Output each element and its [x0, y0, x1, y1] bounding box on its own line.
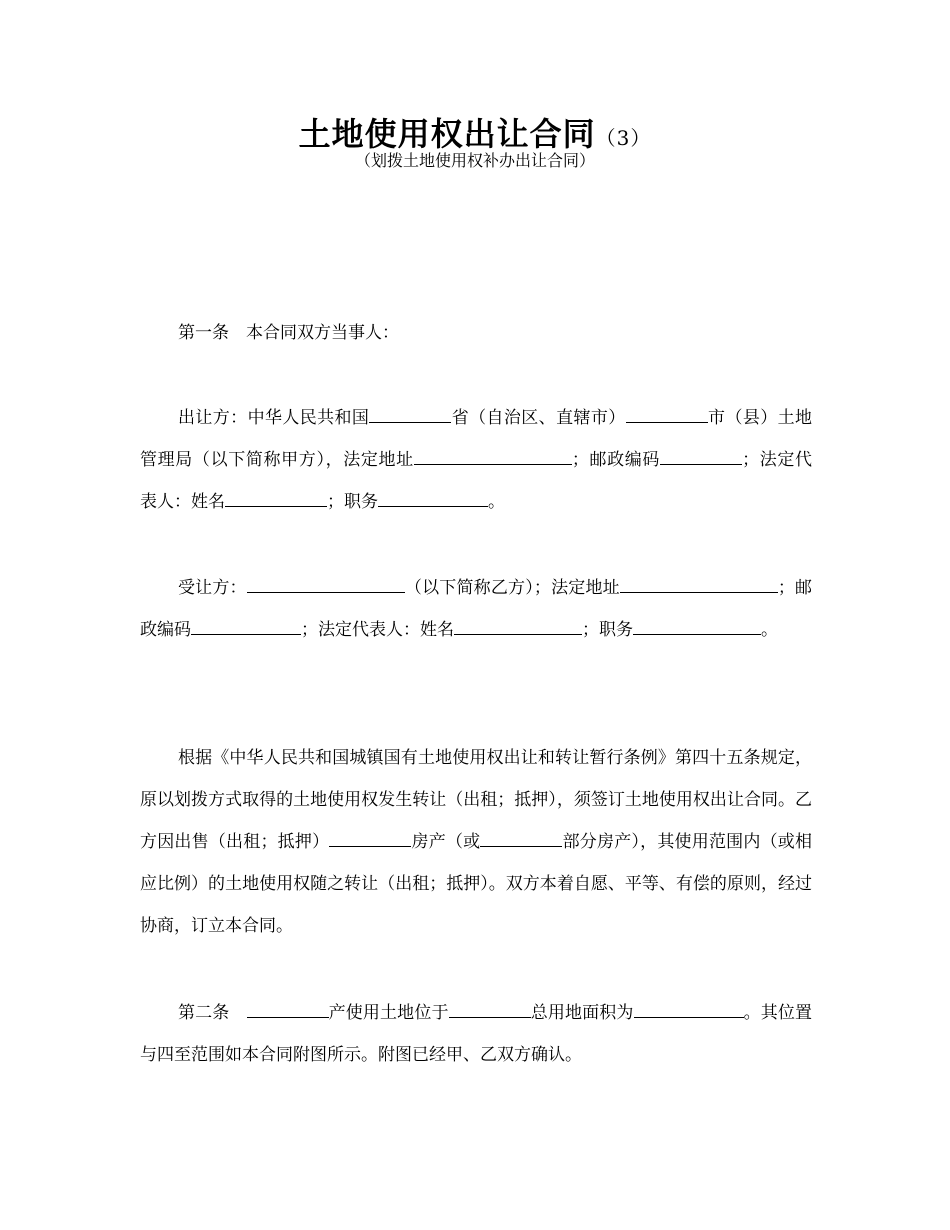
article-2-paragraph — [140, 992, 812, 1076]
grantor-text-7: 。 — [488, 492, 505, 512]
grantor-text-1: 出让方：中华人民共和国 — [178, 408, 370, 428]
article-2-text-3: 总用地面积为 — [530, 1003, 634, 1023]
grantor-text-6: ；职务 — [327, 492, 378, 512]
partial-property-blank — [480, 829, 562, 847]
grantor-text-2: 省（自治区、直辖市） — [451, 408, 626, 428]
grantee-rep-title-blank — [633, 617, 761, 635]
land-area-blank — [634, 1000, 744, 1018]
land-location-blank — [449, 1000, 531, 1018]
title-text: 土地使用权出让合同 — [298, 115, 596, 153]
article-1-heading-block — [140, 312, 812, 354]
grantor-text-4: ；邮政编码 — [571, 450, 661, 470]
grantor-paragraph — [140, 397, 812, 523]
grantee-text-1: 受让方： — [178, 578, 247, 598]
basis-block — [140, 737, 812, 947]
city-blank — [626, 405, 708, 423]
basis-text-3: 部分房产），其使用范围内（或相应比例）的土地使用权随之转让（出租；抵押）。双方本着自愿、平等、有偿的原则，经过协商，订立本合同。 — [140, 832, 813, 936]
grantee-paragraph — [140, 567, 812, 651]
article-2-text-2: 产使用土地位于 — [328, 1003, 449, 1023]
grantor-rep-name-blank — [225, 489, 327, 507]
grantor-block — [140, 397, 812, 523]
grantor-text-5: ；法定代表人：姓名 — [140, 450, 813, 512]
grantee-text-3: ；邮政编码 — [140, 578, 813, 640]
grantor-rep-title-blank — [378, 489, 488, 507]
basis-text-1: 根据《中华人民共和国城镇国有土地使用权出让和转让暂行条例》第四十五条规定，原以划拨方式取得的土地使用权发生转让（出租；抵押），须签订土地使用权出让合同。乙方因出售（出租；抵押） — [140, 748, 812, 852]
article-2-block — [140, 992, 812, 1076]
grantee-block — [140, 567, 812, 651]
article-2-text-1: 第二条 — [178, 1003, 247, 1023]
grantee-address-blank — [620, 575, 778, 593]
title-block — [0, 112, 950, 168]
grantee-text-4: ；法定代表人：姓名 — [301, 620, 454, 640]
grantor-text-3: 市（县）土地管理局（以下简称甲方），法定地址 — [140, 408, 813, 470]
grantee-text-5: ；职务 — [582, 620, 633, 640]
basis-paragraph — [140, 737, 812, 947]
property-blank — [329, 829, 411, 847]
grantee-rep-name-blank — [454, 617, 582, 635]
article-2-text-4: 。其位置与四至范围如本合同附图所示。附图已经甲、乙双方确认。 — [140, 1003, 813, 1065]
basis-text-2: 房产（或 — [411, 832, 481, 852]
document-subtitle: （划拨土地使用权补办出让合同） — [354, 151, 595, 170]
grantee-text-2: （以下简称乙方）；法定地址 — [404, 578, 620, 598]
grantor-postcode-blank — [660, 447, 742, 465]
property-type-blank — [247, 1000, 329, 1018]
grantor-address-blank — [414, 447, 572, 465]
grantee-postcode-blank — [191, 617, 301, 635]
province-blank — [369, 405, 451, 423]
title-number: （3） — [595, 126, 652, 150]
article-1-heading: 第一条 本合同双方当事人： — [178, 323, 399, 343]
grantee-name-blank — [247, 575, 405, 593]
grantee-text-6: 。 — [761, 620, 778, 640]
